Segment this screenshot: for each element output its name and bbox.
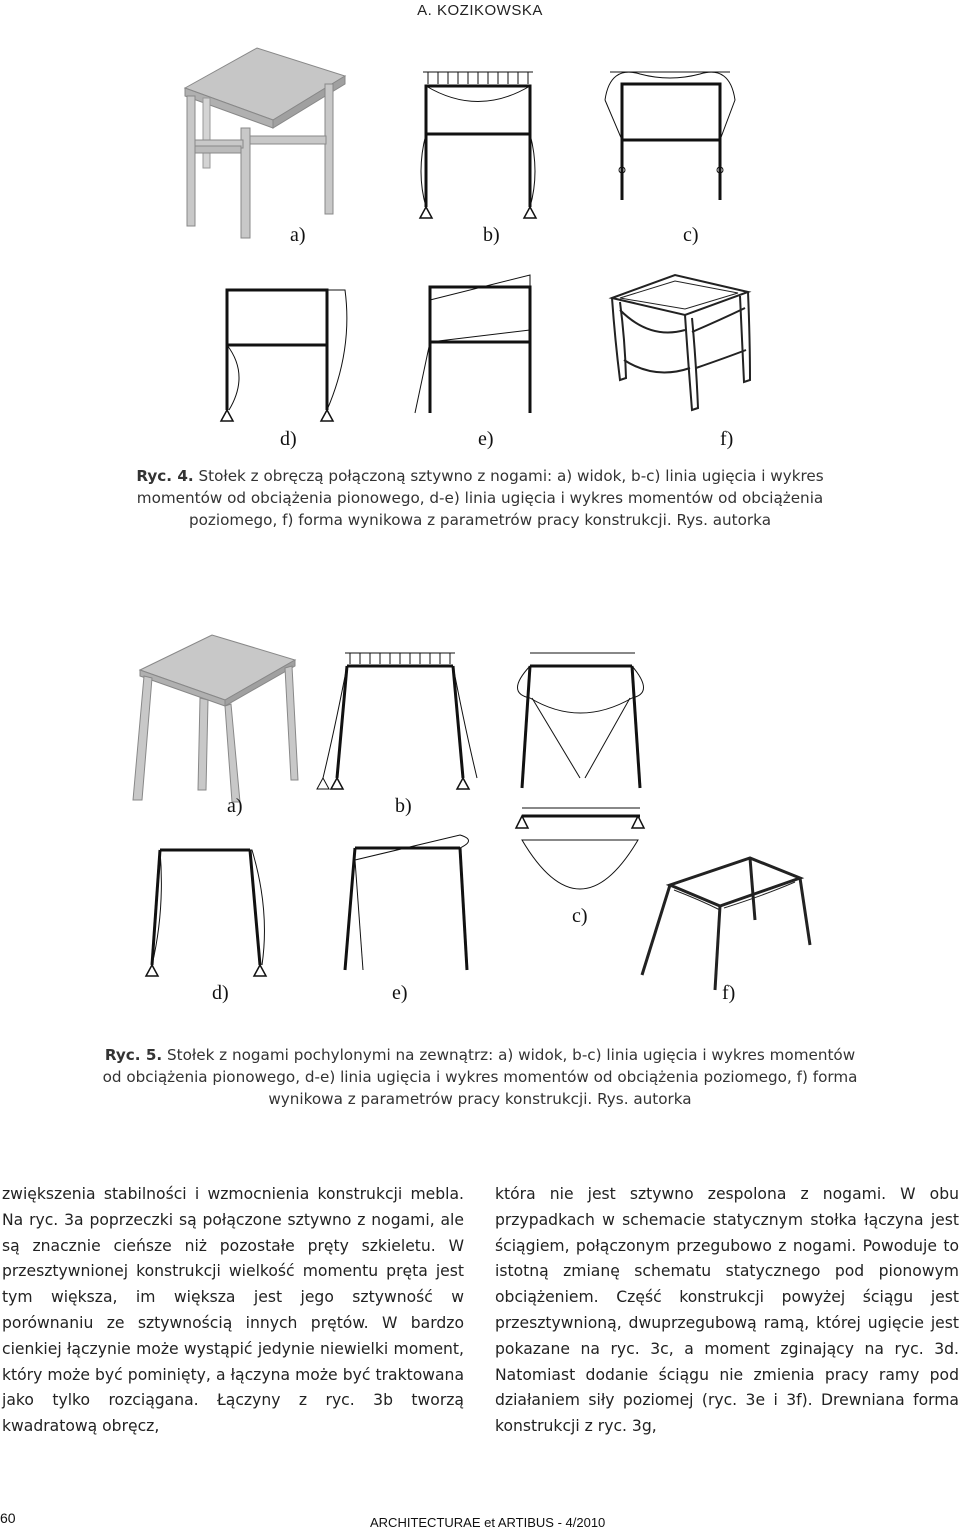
fig4-caption — [100, 465, 860, 531]
fig5-a-stool-view — [130, 630, 300, 805]
fig4-e-horizontal-load-moments — [420, 275, 550, 425]
fig4-label-c: c) — [683, 224, 699, 246]
fig4-d-horizontal-load-deflection — [215, 280, 355, 425]
fig5-label-f: f) — [722, 982, 736, 1004]
fig5-label-b: b) — [395, 795, 412, 817]
fig4-caption-label: Ryc. 4. — [136, 467, 194, 485]
body-column-right: która nie jest sztywno zespolona z nogami. W obu przypadkach w schemacie statycznym stołka łączyna jest ściągiem, połączonym przegubowo z nogami. Powoduje to istotną zmianę schematu statycznego pod pionowym obciążeniem. Część konstrukcji powyżej ściągu jest przesztywnioną, dwuprzegubową ramą, której ugięcie jest pokazane na ryc. 3c, a moment zginający na ryc. 3d. Natomiast dodanie ściągu nie zmienia pracy ramy pod działaniem siły poziomej (ryc. 3e i 3f). Drewniana forma konstrukcji z ryc. 3g, — [495, 1185, 959, 1436]
journal-footer: ARCHITECTURAE et ARTIBUS - 4/2010 — [370, 1515, 606, 1530]
body-column-left: zwiększenia stabilności i wzmocnienia konstrukcji mebla. Na ryc. 3a poprzeczki są połączone sztywno z nogami, ale są znacznie cieńsze niż pozostałe pręty szkieletu. W przesztywnionej konstrukcji wielkość momentu pręta jest tym większa, im większa jest jego sztywność w porównaniu ze sztywnością innych prętów. W bardzo cienkiej łączynie może wystąpić jedynie niewielki moment, który może być pominięty, a łączyna może być traktowana jako tylko rozciągana. Łączyny z ryc. 3b tworzą kwadratową obręcz, — [2, 1185, 464, 1436]
fig5-f-resulting-form — [640, 850, 815, 995]
fig5-label-e: e) — [392, 982, 408, 1004]
fig5-label-c: c) — [572, 905, 588, 927]
fig5-c-vertical-load-moments — [510, 648, 655, 898]
fig4-label-e: e) — [478, 428, 494, 450]
running-header: A. KOZIKOWSKA — [417, 2, 543, 19]
fig4-label-d: d) — [280, 428, 297, 450]
fig5-caption-label: Ryc. 5. — [104, 1046, 163, 1064]
fig5-label-a: a) — [227, 795, 243, 817]
fig5-label-d: d) — [212, 982, 229, 1004]
fig4-label-a: a) — [290, 224, 306, 246]
fig5-caption — [100, 1044, 860, 1110]
fig4-f-resulting-form — [600, 270, 760, 420]
fig5-b-vertical-load-deflection — [315, 648, 485, 798]
fig4-label-f: f) — [720, 428, 734, 450]
fig5-d-horizontal-load-deflection — [140, 840, 275, 980]
fig5-caption-text: Stołek z nogami pochylonymi na zewnątrz: a) widok, b-c) linia ugięcia i wykres momentów od obciążenia pionowego, d-e) linia ugięcia i wykres momentów od obciążenia poziomego, f) forma wynikowa z parametrów pracy konstrukcji. Rys. autorka — [102, 1046, 858, 1108]
fig4-label-b: b) — [483, 224, 500, 246]
fig4-caption-text: Stołek z obręczą połączoną sztywno z nogami: a) widok, b-c) linia ugięcia i wykres momentów od obciążenia pionowego, d-e) linia ugięcia i wykres momentów od obciążenia poziomego, f) forma wynikowa z parametrów pracy konstrukcji. Rys. autorka — [136, 467, 824, 529]
fig4-b-vertical-load-deflection — [418, 62, 543, 222]
fig4-c-vertical-load-moments — [600, 60, 740, 225]
fig5-e-horizontal-load-moments — [335, 830, 485, 980]
page-number: 60 — [0, 1510, 16, 1526]
fig4-a-stool-view — [185, 48, 345, 238]
